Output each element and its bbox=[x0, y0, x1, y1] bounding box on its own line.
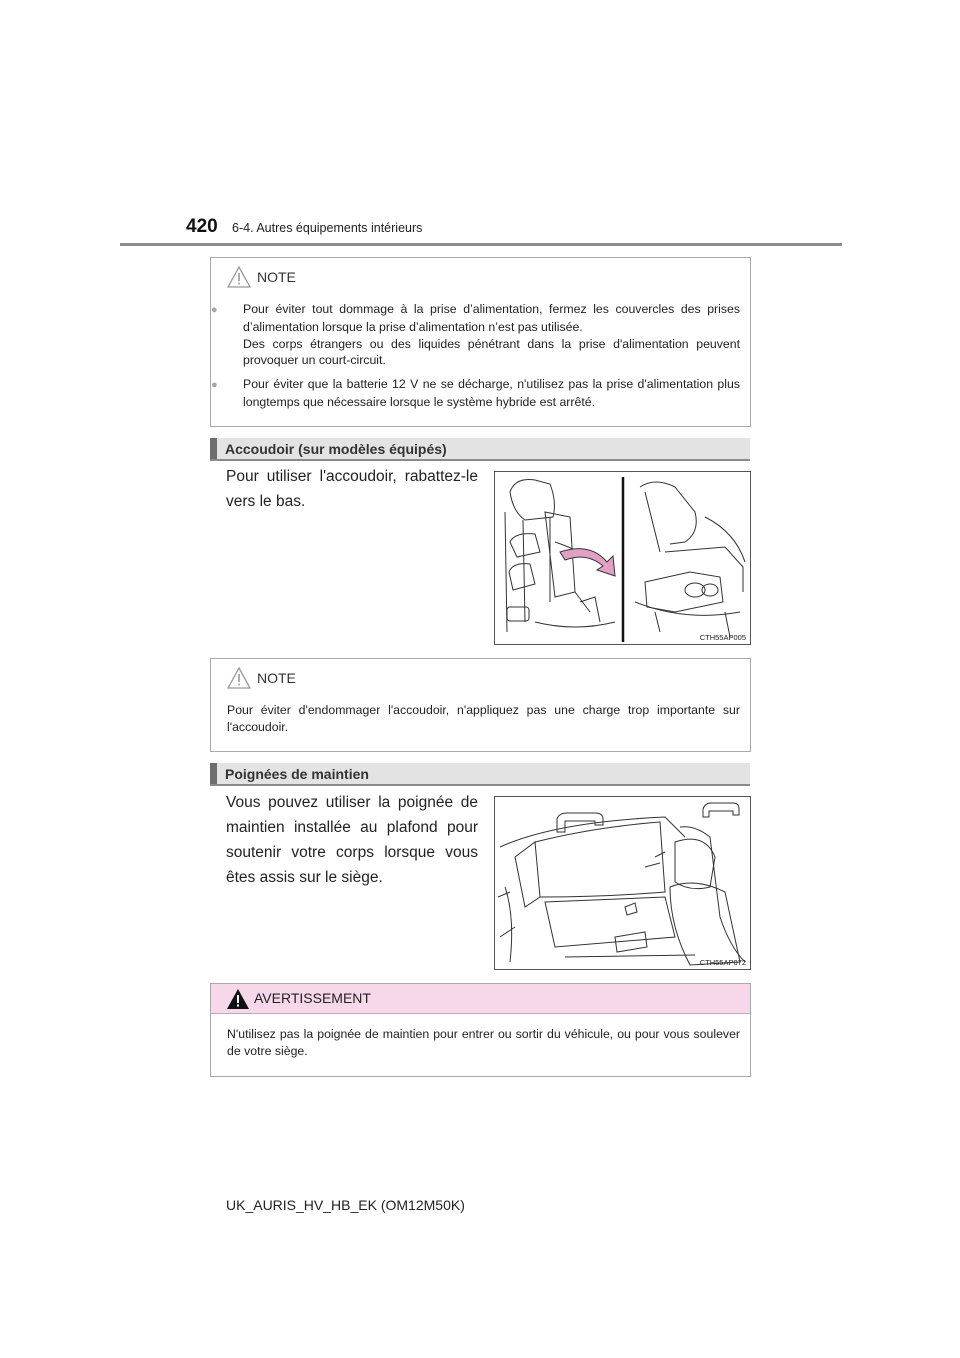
armrest-illustration bbox=[494, 471, 751, 645]
armrest-heading-text: Accoudoir (sur modèles équipés) bbox=[225, 440, 447, 457]
header-divider bbox=[120, 243, 842, 246]
caution-triangle-icon bbox=[227, 266, 251, 288]
note-bullet-2 bbox=[211, 376, 740, 411]
note-box-power-outlet bbox=[210, 257, 751, 427]
grips-illustration bbox=[494, 796, 751, 970]
note-bullet-1 bbox=[211, 301, 740, 369]
note-bullet-1-line-2: Des corps étrangers ou des liquides pénétrant dans la prise d'alimentation peuvent provoquer un court-circuit. bbox=[243, 336, 740, 368]
note-bullet-1-line-1: Pour éviter tout dommage à la prise d’alimentation, fermez les couvercles des prises d’alimentation lorsque la prise d’alimentation n’est pas utilisée. bbox=[243, 302, 740, 334]
caution-triangle-icon bbox=[227, 667, 251, 689]
bullet-icon: ● bbox=[211, 304, 218, 316]
note-header bbox=[227, 264, 296, 290]
section-title: 6-4. Autres équipements intérieurs bbox=[232, 221, 423, 235]
grips-heading bbox=[210, 763, 750, 786]
grips-illustration-code: CTH55AP072 bbox=[699, 958, 746, 967]
warning-label: AVERTISSEMENT bbox=[254, 990, 371, 1006]
armrest-instructions: Pour utiliser l'accoudoir, rabattez-le vers le bas. bbox=[226, 468, 478, 510]
warning-header bbox=[211, 984, 750, 1014]
armrest-drawing bbox=[495, 472, 750, 644]
warning-triangle-icon bbox=[226, 988, 250, 1010]
note-armrest-text: Pour éviter d'endommager l'accoudoir, n'appliquez pas une charge trop importante sur l'accoudoir. bbox=[227, 703, 740, 734]
armrest-heading bbox=[210, 438, 750, 461]
note-header bbox=[227, 665, 296, 691]
armrest-illustration-code: CTH55AP005 bbox=[699, 633, 746, 642]
heading-accent bbox=[210, 438, 217, 459]
warning-text: N'utilisez pas la poignée de maintien pour entrer ou sortir du véhicule, ou pour vous soulever de votre siège. bbox=[227, 1027, 740, 1058]
grips-instructions: Vous pouvez utiliser la poignée de maintien installée au plafond pour soutenir votre corps lorsque vous êtes assis sur le siège. bbox=[226, 794, 478, 886]
note-bullet-2-text: Pour éviter que la batterie 12 V ne se décharge, n'utilisez pas la prise d'alimentation plus longtemps que nécessaire lorsque le système hybride est arrêté. bbox=[243, 377, 740, 409]
warning-box bbox=[210, 983, 751, 1077]
note-label: NOTE bbox=[257, 269, 296, 285]
grips-heading-text: Poignées de maintien bbox=[225, 765, 369, 782]
heading-accent bbox=[210, 763, 217, 784]
page-number: 420 bbox=[186, 216, 218, 237]
note-label: NOTE bbox=[257, 670, 296, 686]
grips-drawing bbox=[495, 797, 750, 969]
bullet-icon: ● bbox=[211, 379, 218, 391]
note-box-armrest bbox=[210, 658, 751, 752]
document-code: UK_AURIS_HV_HB_EK (OM12M50K) bbox=[226, 1197, 465, 1213]
